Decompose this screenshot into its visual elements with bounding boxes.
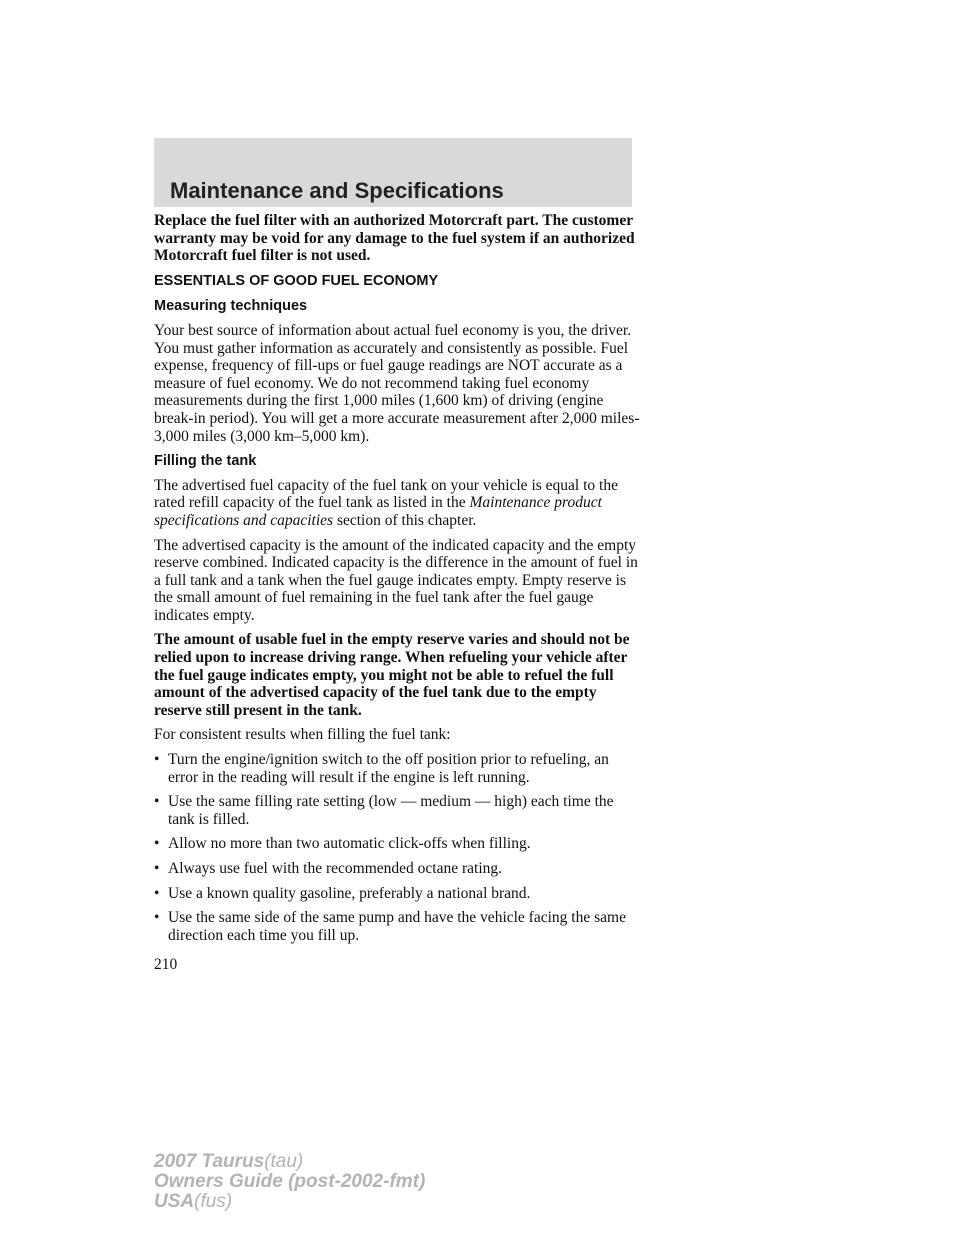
list-item (154, 909, 640, 944)
empty-reserve-warning: The amount of usable fuel in the empty reserve varies and should not be relied upon to increase driving range. When refueling your vehicle after the fuel gauge indicates empty, you might not be able to refuel the full amount of the advertised capacity of the fuel tank due to the empty reserve still present in the tank. (154, 631, 630, 719)
bullet-icon: • (154, 884, 160, 902)
subheading-filling-the-tank: Filling the tank (154, 453, 257, 470)
footer-market-name: USA (154, 1191, 195, 1212)
filling-tips-list (154, 751, 640, 944)
list-item (154, 860, 640, 878)
subheading-measuring-techniques: Measuring techniques (154, 298, 308, 315)
section-heading-fuel-economy: ESSENTIALS OF GOOD FUEL ECONOMY (154, 272, 439, 289)
fuel-capacity-paragraph (154, 477, 640, 530)
footer-line-guide: Owners Guide (post-2002-fmt) (154, 1171, 426, 1192)
document-footer (154, 1152, 425, 1212)
list-item-text: Always use fuel with the recommended octane rating. (168, 860, 502, 877)
list-item-text: Use a known quality gasoline, preferably a national brand. (168, 884, 531, 902)
list-item (154, 793, 640, 828)
list-item-text: Turn the engine/ignition switch to the off position prior to refueling, an error in the reading will result if the engine is left running. (168, 751, 609, 786)
measuring-techniques-paragraph: Your best source of information about actual fuel economy is you, the driver. You must gather information as accurately and consistently as possible. Fuel expense, frequency of fill-ups or fuel gauge readings are NOT accurate as a measure of fuel economy. We do not recommend taking fuel economy measurements during the first 1,000 miles (1,600 km) of driving (engine break-in period). You will get a more accurate measurement after 2,000 miles-3,000 miles (3,000 km–5,000 km). (154, 321, 640, 445)
bullet-icon: • (154, 860, 160, 877)
bullet-icon: • (154, 793, 160, 811)
capacity-text-end: section of this chapter. (333, 511, 477, 529)
capacity-text-start: The advertised fuel capacity of the fuel tank on your vehicle is equal to the rated refill capacity of the fuel tank as listed in the (154, 476, 618, 512)
list-item-text: Use the same filling rate setting (low — medium — high) each time the tank is filled. (168, 793, 614, 828)
page-content (154, 212, 640, 974)
section-title: Maintenance and Specifications (170, 178, 504, 203)
fuel-filter-warning: Replace the fuel filter with an authorized Motorcraft part. The customer warranty may be void for any damage to the fuel system if an authorized Motorcraft fuel filter is not used. (154, 212, 635, 265)
footer-model-code: (tau) (264, 1151, 304, 1172)
list-item-text: Allow no more than two automatic click-offs when filling. (168, 835, 531, 853)
capacities-section-reference: Maintenance product specifications and capacities (154, 494, 602, 529)
page-number: 210 (154, 956, 178, 974)
advertised-capacity-paragraph: The advertised capacity is the amount of the indicated capacity and the empty reserve combined. Indicated capacity is the difference in the amount of fuel in a full tank and a tank when the fuel gauge indicates empty. Empty reserve is the small amount of fuel remaining in the fuel tank after the fuel gauge indicates empty. (154, 536, 638, 624)
footer-market-code: (fus) (194, 1191, 233, 1212)
list-item (154, 751, 640, 786)
footer-line-market (154, 1192, 425, 1212)
list-item (154, 835, 640, 853)
bullet-icon: • (154, 835, 160, 853)
consistent-results-intro: For consistent results when filling the fuel tank: (154, 726, 451, 744)
footer-line-model (154, 1152, 425, 1172)
bullet-icon: • (154, 751, 160, 769)
bullet-icon: • (154, 909, 160, 927)
footer-model-name: 2007 Taurus (154, 1151, 265, 1172)
list-item (154, 885, 640, 903)
section-header-band (154, 138, 632, 207)
list-item-text: Use the same side of the same pump and have the vehicle facing the same direction each time you fill up. (168, 909, 626, 944)
